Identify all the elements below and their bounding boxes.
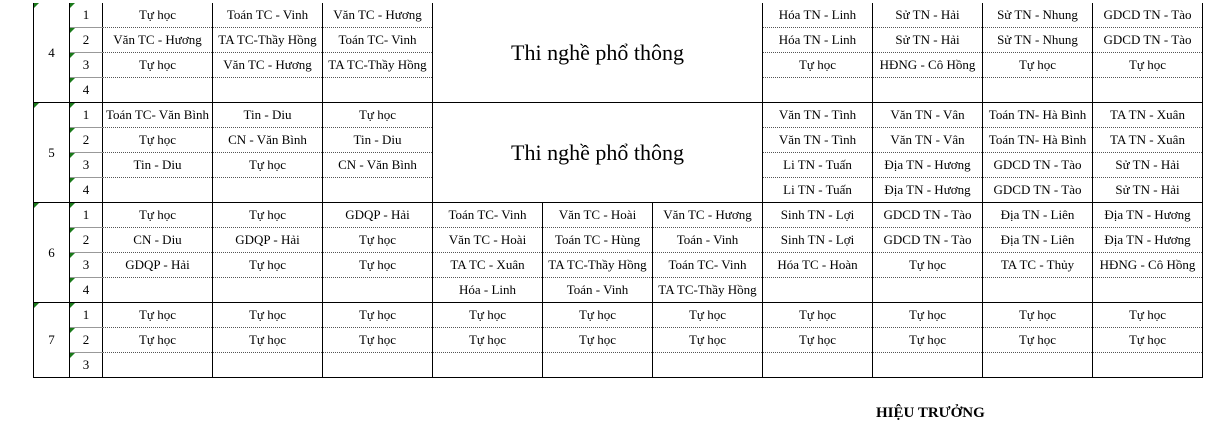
class-cell: Tự học — [763, 328, 873, 353]
class-cell — [1093, 278, 1203, 303]
class-cell: Tự học — [103, 303, 213, 328]
table-row — [34, 228, 1203, 253]
class-cell: Tự học — [983, 328, 1093, 353]
class-cell: Tự học — [873, 303, 983, 328]
comment-marker-icon — [70, 128, 75, 133]
period-cell: 1 — [70, 303, 103, 328]
class-cell — [763, 78, 873, 103]
period-cell: 1 — [70, 3, 103, 28]
class-cell: Địa TN - Hương — [873, 178, 983, 203]
class-cell: Tự học — [323, 103, 433, 128]
period-cell: 4 — [70, 178, 103, 203]
table-row — [34, 103, 1203, 128]
class-cell: Toán TC- Vinh — [653, 253, 763, 278]
class-cell — [103, 178, 213, 203]
comment-marker-icon — [70, 53, 75, 58]
day-cell: 5 — [34, 103, 70, 203]
class-cell: Toán TC - Vinh — [213, 3, 323, 28]
comment-marker-icon — [70, 328, 75, 333]
class-cell — [323, 78, 433, 103]
class-cell — [873, 78, 983, 103]
class-cell: Tự học — [103, 328, 213, 353]
class-cell: TA TC - Thủy — [983, 253, 1093, 278]
class-cell: Tự học — [323, 253, 433, 278]
period-cell: 3 — [70, 153, 103, 178]
class-cell — [873, 353, 983, 378]
period-cell: 3 — [70, 353, 103, 378]
class-cell: Tự học — [213, 253, 323, 278]
class-cell: Tự học — [103, 203, 213, 228]
class-cell — [983, 78, 1093, 103]
class-cell: Toán - Vinh — [653, 228, 763, 253]
class-cell — [213, 78, 323, 103]
class-cell — [873, 278, 983, 303]
class-cell: Tự học — [983, 303, 1093, 328]
comment-marker-icon — [70, 78, 75, 83]
class-cell: TA TC - Xuân — [433, 253, 543, 278]
comment-marker-icon — [70, 3, 75, 8]
class-cell: Văn TC - Hương — [213, 53, 323, 78]
class-cell: Tự học — [543, 328, 653, 353]
class-cell: Tự học — [323, 303, 433, 328]
class-cell: Địa TN - Liên — [983, 203, 1093, 228]
class-cell: CN - Văn Bình — [213, 128, 323, 153]
class-cell: Tự học — [433, 303, 543, 328]
table-row — [34, 303, 1203, 328]
class-cell: TA TC-Thầy Hồng — [323, 53, 433, 78]
comment-marker-icon — [70, 103, 75, 108]
timetable — [33, 3, 1203, 378]
class-cell: Tự học — [1093, 303, 1203, 328]
period-cell: 4 — [70, 278, 103, 303]
class-cell: Văn TN - Vân — [873, 128, 983, 153]
class-cell — [543, 353, 653, 378]
class-cell: Toán TC - Hùng — [543, 228, 653, 253]
class-cell: Sinh TN - Lợi — [763, 228, 873, 253]
class-cell: TA TC-Thầy Hồng — [653, 278, 763, 303]
table-row — [34, 278, 1203, 303]
class-cell: Địa TN - Hương — [1093, 228, 1203, 253]
class-cell — [103, 278, 213, 303]
class-cell: Sử TN - Hải — [1093, 178, 1203, 203]
period-cell: 2 — [70, 228, 103, 253]
comment-marker-icon — [70, 28, 75, 33]
class-cell: Tự học — [213, 203, 323, 228]
comment-marker-icon — [70, 278, 75, 283]
class-cell: Địa TN - Hương — [1093, 203, 1203, 228]
class-cell: Sử TN - Hải — [873, 28, 983, 53]
class-cell: Tin - Diu — [213, 103, 323, 128]
comment-marker-icon — [70, 253, 75, 258]
class-cell: Tin - Diu — [103, 153, 213, 178]
class-cell: CN - Diu — [103, 228, 213, 253]
merged-exam-cell: Thi nghề phổ thông — [433, 103, 763, 203]
period-cell: 1 — [70, 103, 103, 128]
comment-marker-icon — [70, 303, 75, 308]
merged-exam-cell: Thi nghề phổ thông — [433, 3, 763, 103]
class-cell: Hóa TN - Linh — [763, 3, 873, 28]
class-cell: Tự học — [103, 3, 213, 28]
class-cell: Văn TC - Hương — [103, 28, 213, 53]
comment-marker-icon — [34, 203, 39, 208]
comment-marker-icon — [70, 353, 75, 358]
class-cell: Tự học — [543, 303, 653, 328]
table-row — [34, 203, 1203, 228]
principal-signature-title: HIỆU TRƯỞNG — [876, 405, 985, 421]
class-cell — [213, 178, 323, 203]
class-cell — [653, 353, 763, 378]
class-cell: GDCD TN - Tào — [873, 203, 983, 228]
class-cell: TA TN - Xuân — [1093, 128, 1203, 153]
class-cell: TA TN - Xuân — [1093, 103, 1203, 128]
class-cell: HĐNG - Cô Hồng — [873, 53, 983, 78]
class-cell: Tự học — [433, 328, 543, 353]
comment-marker-icon — [70, 228, 75, 233]
class-cell: Sinh TN - Lợi — [763, 203, 873, 228]
class-cell: Tự học — [983, 53, 1093, 78]
period-cell: 2 — [70, 328, 103, 353]
class-cell: Hóa TN - Linh — [763, 28, 873, 53]
class-cell: Tự học — [103, 128, 213, 153]
class-cell: Sử TN - Nhung — [983, 3, 1093, 28]
class-cell: Tự học — [653, 303, 763, 328]
class-cell: CN - Văn Bình — [323, 153, 433, 178]
class-cell: Văn TC - Hương — [323, 3, 433, 28]
class-cell: Văn TN - Tình — [763, 103, 873, 128]
day-cell: 4 — [34, 3, 70, 103]
class-cell: Tự học — [213, 153, 323, 178]
class-cell: TA TC-Thầy Hồng — [213, 28, 323, 53]
class-cell: Sử TN - Nhung — [983, 28, 1093, 53]
class-cell: Tự học — [1093, 328, 1203, 353]
class-cell — [323, 178, 433, 203]
comment-marker-icon — [70, 178, 75, 183]
class-cell: Toán TN- Hà Bình — [983, 103, 1093, 128]
class-cell: TA TC-Thầy Hồng — [543, 253, 653, 278]
period-cell: 4 — [70, 78, 103, 103]
class-cell: GDCD TN - Tào — [1093, 3, 1203, 28]
class-cell — [983, 278, 1093, 303]
day-cell: 6 — [34, 203, 70, 303]
class-cell — [213, 278, 323, 303]
class-cell: HĐNG - Cô Hồng — [1093, 253, 1203, 278]
class-cell: Văn TC - Hoài — [433, 228, 543, 253]
class-cell: Tự học — [873, 253, 983, 278]
comment-marker-icon — [70, 153, 75, 158]
class-cell: Văn TN - Tình — [763, 128, 873, 153]
class-cell: GDCD TN - Tào — [873, 228, 983, 253]
class-cell: Tự học — [1093, 53, 1203, 78]
class-cell: Sử TN - Hải — [873, 3, 983, 28]
class-cell: Tự học — [873, 328, 983, 353]
class-cell — [433, 353, 543, 378]
class-cell: Tự học — [763, 53, 873, 78]
class-cell — [1093, 353, 1203, 378]
class-cell: Văn TC - Hoài — [543, 203, 653, 228]
period-cell: 2 — [70, 128, 103, 153]
class-cell: Toán TC- Vinh — [433, 203, 543, 228]
class-cell: Tự học — [653, 328, 763, 353]
class-cell: Tự học — [213, 303, 323, 328]
class-cell: Sử TN - Hải — [1093, 153, 1203, 178]
class-cell — [103, 353, 213, 378]
class-cell: Tin - Diu — [323, 128, 433, 153]
class-cell: Toán TN- Hà Bình — [983, 128, 1093, 153]
class-cell: Văn TC - Hương — [653, 203, 763, 228]
class-cell: Văn TN - Vân — [873, 103, 983, 128]
class-cell — [763, 353, 873, 378]
period-cell: 3 — [70, 53, 103, 78]
table-row — [34, 253, 1203, 278]
class-cell: Tự học — [213, 328, 323, 353]
class-cell: Tự học — [323, 328, 433, 353]
comment-marker-icon — [70, 203, 75, 208]
class-cell: GDQP - Hải — [103, 253, 213, 278]
period-cell: 3 — [70, 253, 103, 278]
class-cell — [763, 278, 873, 303]
period-cell: 2 — [70, 28, 103, 53]
class-cell — [323, 278, 433, 303]
class-cell — [983, 353, 1093, 378]
class-cell: Hóa TC - Hoàn — [763, 253, 873, 278]
class-cell: GDQP - Hải — [323, 203, 433, 228]
class-cell: Địa TN - Hương — [873, 153, 983, 178]
class-cell: Li TN - Tuấn — [763, 153, 873, 178]
comment-marker-icon — [34, 3, 39, 8]
class-cell: Tự học — [103, 53, 213, 78]
class-cell: Tự học — [323, 228, 433, 253]
class-cell: Tự học — [763, 303, 873, 328]
class-cell: GDCD TN - Tào — [983, 153, 1093, 178]
period-cell: 1 — [70, 203, 103, 228]
class-cell: Toán TC- Vinh — [323, 28, 433, 53]
table-row — [34, 328, 1203, 353]
class-cell: Toán - Vinh — [543, 278, 653, 303]
class-cell — [323, 353, 433, 378]
comment-marker-icon — [34, 303, 39, 308]
class-cell: GDQP - Hải — [213, 228, 323, 253]
class-cell — [1093, 78, 1203, 103]
class-cell: Hóa - Linh — [433, 278, 543, 303]
class-cell: GDCD TN - Tào — [983, 178, 1093, 203]
class-cell — [213, 353, 323, 378]
table-row — [34, 3, 1203, 28]
class-cell: Toán TC- Văn Bình — [103, 103, 213, 128]
class-cell: Li TN - Tuấn — [763, 178, 873, 203]
day-cell: 7 — [34, 303, 70, 378]
class-cell: GDCD TN - Tào — [1093, 28, 1203, 53]
class-cell: Địa TN - Liên — [983, 228, 1093, 253]
comment-marker-icon — [34, 103, 39, 108]
class-cell — [103, 78, 213, 103]
table-row — [34, 353, 1203, 378]
